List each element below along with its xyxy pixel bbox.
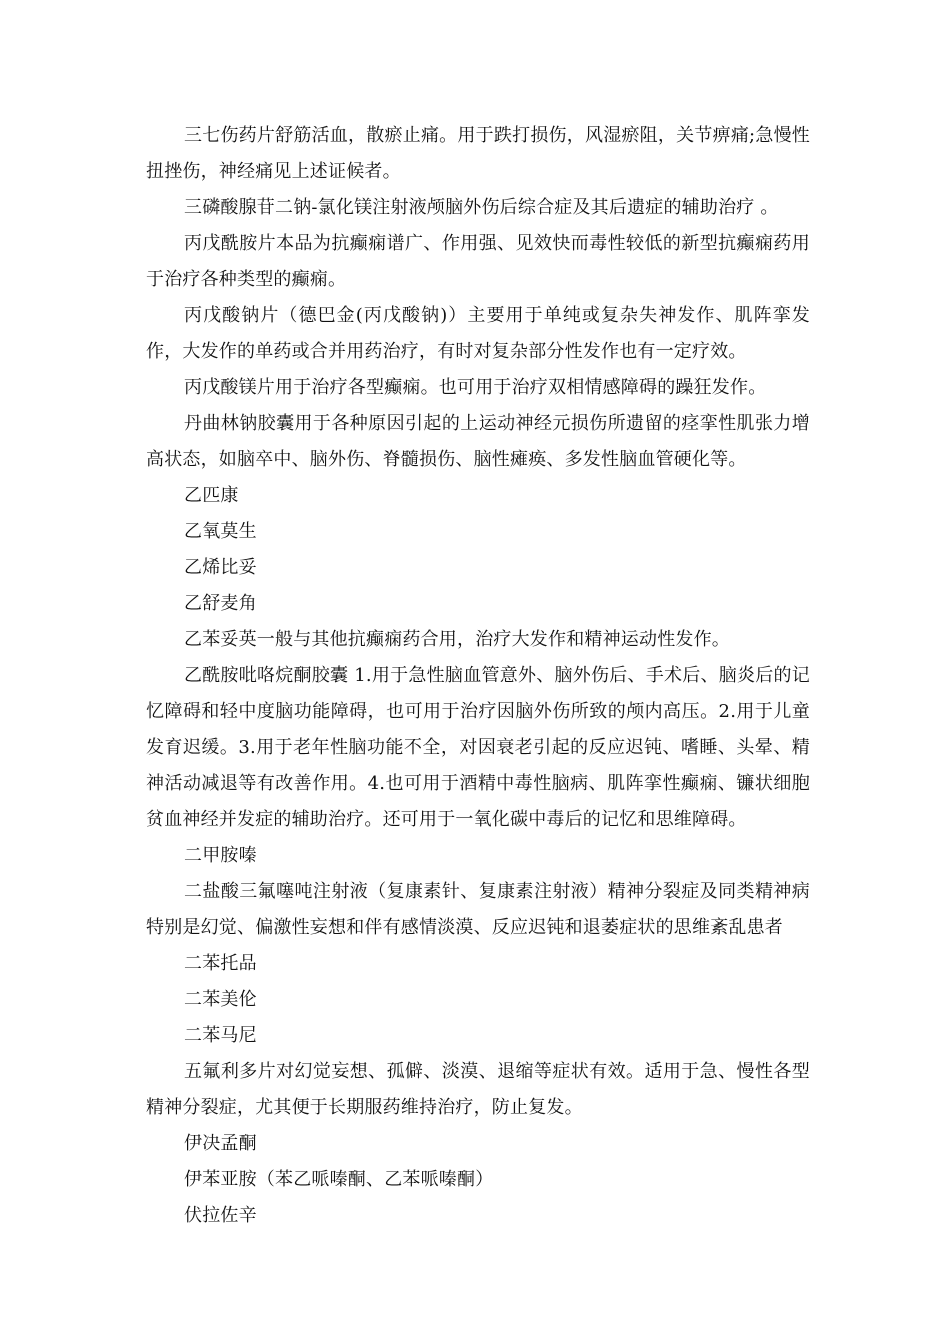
paragraph: 伊苯亚胺（苯乙哌嗪酮、乙苯哌嗪酮） <box>184 1169 494 1190</box>
paragraph: 伏拉佐辛 <box>184 1205 257 1226</box>
paragraph: 丹曲林钠胶囊用于各种原因引起的上运动神经元损伤所遗留的痉挛性肌张力增高状态，如脑卒中、脑外伤、脊髓损伤、脑性瘫痪、多发性脑血管硬化等。 <box>146 413 810 470</box>
paragraph: 五氟利多片对幻觉妄想、孤僻、淡漠、退缩等症状有效。适用于急、慢性各型精神分裂症，尤其便于长期服药维持治疗，防止复发。 <box>146 1061 810 1118</box>
document-body <box>146 118 810 1234</box>
paragraph: 二盐酸三氟噻吨注射液（复康素针、复康素注射液）精神分裂症及同类精神病特别是幻觉、偏激性妄想和伴有感情淡漠、反应迟钝和退萎症状的思维紊乱患者 <box>146 881 810 938</box>
paragraph: 乙舒麦角 <box>184 593 257 614</box>
paragraph: 二苯托品 <box>184 953 257 974</box>
paragraph: 乙匹康 <box>184 485 239 506</box>
paragraph: 丙戊酰胺片本品为抗癫痫谱广、作用强、见效快而毒性较低的新型抗癫痫药用于治疗各种类型的癫痫。 <box>146 233 810 290</box>
paragraph: 丙戊酸钠片（德巴金(丙戊酸钠)）主要用于单纯或复杂失神发作、肌阵挛发作，大发作的单药或合并用药治疗，有时对复杂部分性发作也有一定疗效。 <box>146 305 810 362</box>
paragraph: 乙烯比妥 <box>184 557 257 578</box>
paragraph: 伊决孟酮 <box>184 1133 257 1154</box>
paragraph: 三磷酸腺苷二钠-氯化镁注射液颅脑外伤后综合症及其后遗症的辅助治疗 。 <box>184 197 779 218</box>
paragraph: 二苯马尼 <box>184 1025 257 1046</box>
paragraph: 三七伤药片舒筋活血，散瘀止痛。用于跌打损伤，风湿瘀阻，关节痹痛;急慢性扭挫伤，神经痛见上述证候者。 <box>146 125 810 182</box>
paragraph: 二甲胺嗪 <box>184 845 257 866</box>
paragraph: 丙戊酸镁片用于治疗各型癫痫。也可用于治疗双相情感障碍的躁狂发作。 <box>184 377 767 398</box>
paragraph: 乙氧莫生 <box>184 521 257 542</box>
paragraph: 乙酰胺吡咯烷酮胶囊 1.用于急性脑血管意外、脑外伤后、手术后、脑炎后的记忆障碍和轻中度脑功能障碍，也可用于治疗因脑外伤所致的颅内高压。2.用于儿童发育迟缓。3.用于老年性脑功能不全，对因衰老引起的反应迟钝、嗜睡、头晕、精神活动减退等有改善作用。4.也可用于酒精中毒性脑病、肌阵挛性癫痫、镰状细胞贫血神经并发症的辅助治疗。还可用于一氧化碳中毒后的记忆和思维障碍。 <box>146 665 810 830</box>
paragraph: 乙苯妥英一般与其他抗癫痫药合用，治疗大发作和精神运动性发作。 <box>184 629 730 650</box>
paragraph: 二苯美伦 <box>184 989 257 1010</box>
